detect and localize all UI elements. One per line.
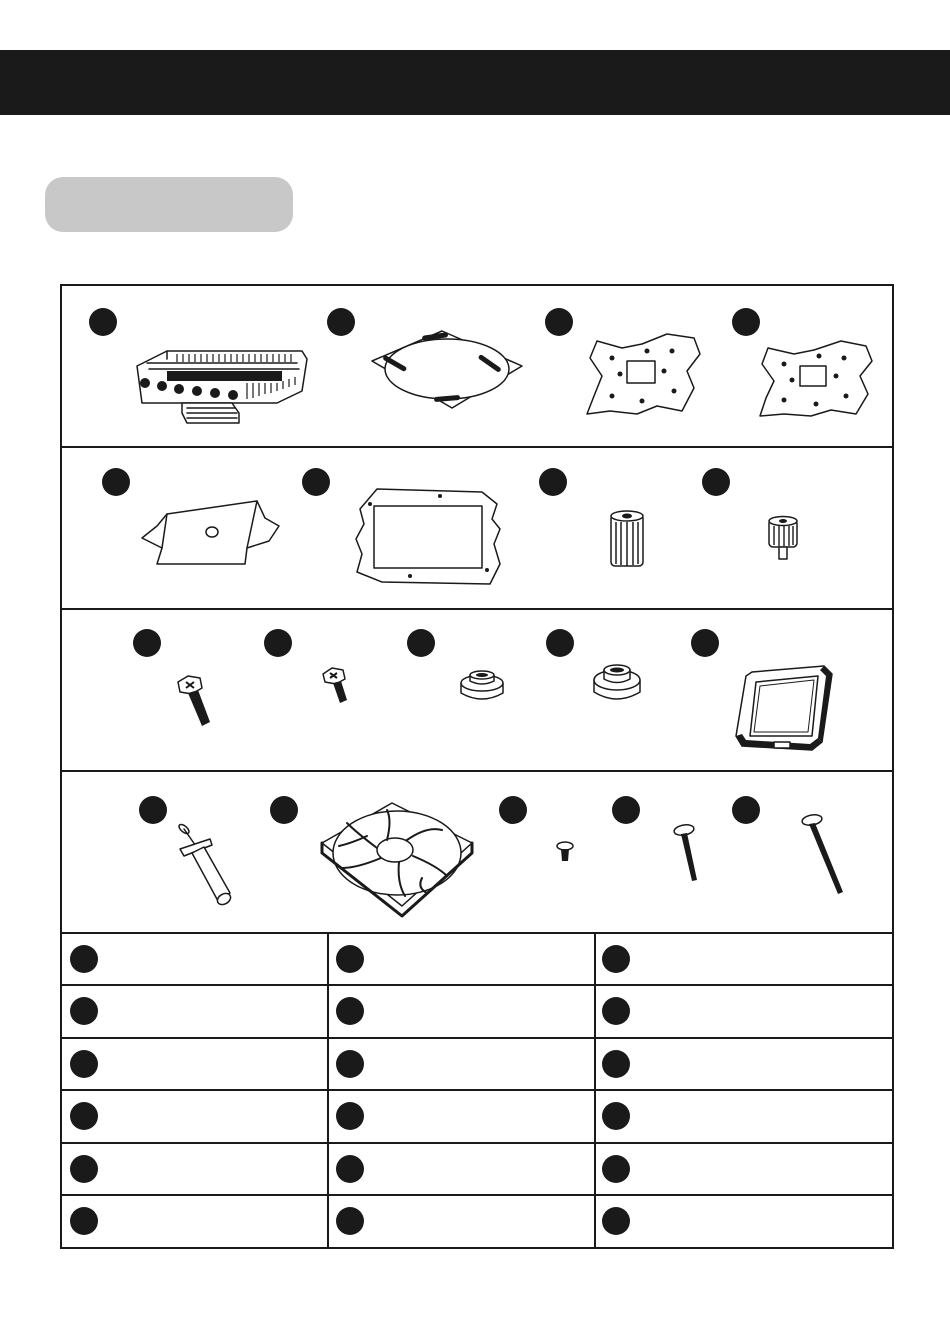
- spacer-icon: [592, 664, 642, 713]
- legend-number-badge: [336, 1155, 364, 1183]
- washer-tray-icon: [734, 664, 834, 759]
- legend-item: [602, 1091, 852, 1141]
- legend-item: [336, 1196, 586, 1246]
- part-number-badge: [499, 796, 527, 824]
- legend-number-badge: [602, 1207, 630, 1235]
- legend-item: [70, 1091, 320, 1141]
- legend-item: [336, 986, 586, 1036]
- mounting-frame-icon: [352, 484, 502, 594]
- part-number-badge: [264, 629, 292, 657]
- legend-column-divider: [327, 932, 329, 1247]
- legend-number-badge: [336, 997, 364, 1025]
- mounting-bar-icon: [137, 496, 287, 576]
- row-divider: [62, 446, 892, 448]
- legend-number-badge: [336, 945, 364, 973]
- part-number-badge: [612, 796, 640, 824]
- legend-number-badge: [336, 1050, 364, 1078]
- backplate-icon: [756, 336, 881, 421]
- legend-number-badge: [70, 1207, 98, 1235]
- legend-number-badge: [70, 945, 98, 973]
- part-number-badge: [732, 308, 760, 336]
- legend-item: [336, 934, 586, 984]
- heatsink-icon: [127, 341, 312, 436]
- row-divider: [62, 608, 892, 610]
- legend-item: [70, 986, 320, 1036]
- part-number-badge: [89, 308, 117, 336]
- thermal-paste-icon: [174, 821, 236, 916]
- part-number-badge: [139, 796, 167, 824]
- part-number-badge: [407, 629, 435, 657]
- legend-item: [70, 1196, 320, 1246]
- part-number-badge: [327, 308, 355, 336]
- legend-number-badge: [70, 1050, 98, 1078]
- spacer-icon: [457, 671, 507, 712]
- screw-icon: [800, 814, 850, 901]
- screw-icon: [174, 674, 214, 735]
- legend-number-badge: [602, 1102, 630, 1130]
- fan-bracket-icon: [362, 326, 532, 421]
- legend-item: [336, 1039, 586, 1089]
- legend-item: [602, 1196, 852, 1246]
- section-title-pill: [45, 177, 293, 232]
- legend-item: [70, 934, 320, 984]
- legend-item: [602, 1144, 852, 1194]
- legend-item: [602, 934, 852, 984]
- thumb-screw-icon: [765, 514, 801, 571]
- legend-item: [602, 986, 852, 1036]
- part-number-badge: [302, 468, 330, 496]
- legend-number-badge: [70, 1102, 98, 1130]
- legend-item: [70, 1039, 320, 1089]
- standoff-icon: [607, 508, 647, 575]
- screw-icon: [672, 824, 702, 889]
- part-number-badge: [133, 629, 161, 657]
- screw-icon: [320, 666, 354, 713]
- legend-number-badge: [70, 997, 98, 1025]
- legend-item: [602, 1039, 852, 1089]
- part-number-badge: [546, 629, 574, 657]
- legend-number-badge: [602, 1155, 630, 1183]
- parts-frame: [60, 284, 894, 1249]
- part-number-badge: [732, 796, 760, 824]
- legend-item: [336, 1091, 586, 1141]
- part-number-badge: [545, 308, 573, 336]
- legend-number-badge: [602, 945, 630, 973]
- legend-number-badge: [336, 1102, 364, 1130]
- part-number-badge: [702, 468, 730, 496]
- part-number-badge: [691, 629, 719, 657]
- legend-item: [336, 1144, 586, 1194]
- legend-item: [70, 1144, 320, 1194]
- legend-number-badge: [602, 997, 630, 1025]
- part-number-badge: [270, 796, 298, 824]
- row-divider: [62, 770, 892, 772]
- legend-number-badge: [602, 1050, 630, 1078]
- backplate-icon: [582, 326, 712, 421]
- legend-number-badge: [336, 1207, 364, 1235]
- screw-icon: [555, 841, 575, 868]
- legend-column-divider: [594, 932, 596, 1247]
- header-bar: [0, 50, 950, 115]
- part-number-badge: [102, 468, 130, 496]
- part-number-badge: [539, 468, 567, 496]
- legend-number-badge: [70, 1155, 98, 1183]
- fan-icon: [317, 798, 477, 915]
